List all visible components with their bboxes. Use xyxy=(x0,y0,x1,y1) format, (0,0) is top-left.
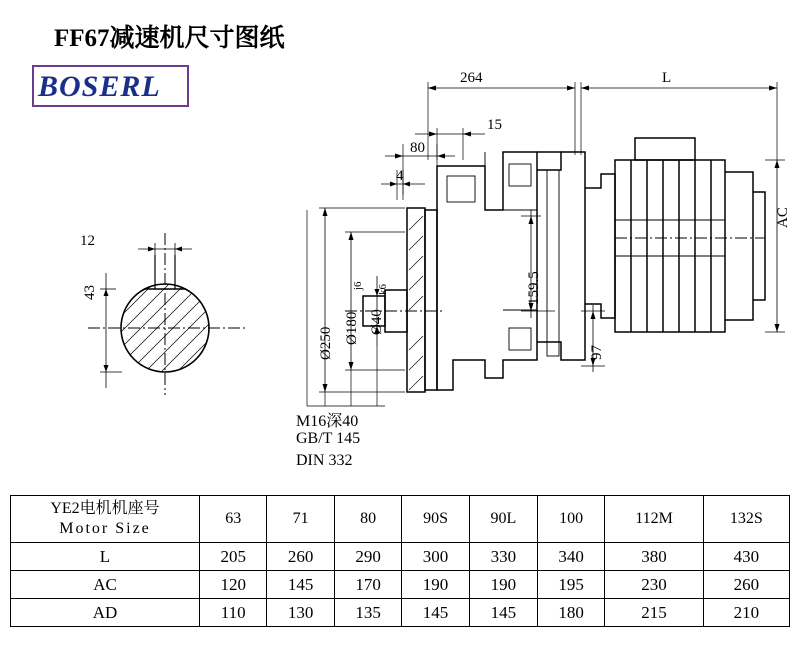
logo-text: BOSERL xyxy=(38,70,161,103)
dim-d40-label: Ø40 xyxy=(369,309,385,335)
row-label-l: L xyxy=(11,543,200,571)
dim-159-5-label: 159.5 xyxy=(526,271,542,305)
cell-l-5: 340 xyxy=(537,543,604,571)
cell-l-3: 300 xyxy=(402,543,469,571)
row-label-ad: AD xyxy=(11,599,200,627)
row-label-ac: AC xyxy=(11,571,200,599)
cell-ad-1: 130 xyxy=(267,599,334,627)
dim-d180-label: Ø180 xyxy=(344,311,360,345)
cell-l-7: 430 xyxy=(703,543,789,571)
cell-ad-4: 145 xyxy=(469,599,537,627)
dim-97-label: 97 xyxy=(589,345,605,360)
table-col-4: 90L xyxy=(469,496,537,543)
cell-ac-0: 120 xyxy=(200,571,267,599)
table-col-1: 71 xyxy=(267,496,334,543)
table-row xyxy=(11,599,790,627)
table-header-label-en: Motor Size xyxy=(59,520,151,537)
cell-ac-7: 260 xyxy=(703,571,789,599)
cell-ac-5: 195 xyxy=(537,571,604,599)
dim-d250-label: Ø250 xyxy=(318,326,334,360)
cell-l-1: 260 xyxy=(267,543,334,571)
cell-ac-6: 230 xyxy=(605,571,703,599)
page-title: FF67减速机尺寸图纸 xyxy=(54,25,285,52)
cell-ac-1: 145 xyxy=(267,571,334,599)
cell-ad-3: 145 xyxy=(402,599,469,627)
table-row xyxy=(11,543,790,571)
cell-ad-6: 215 xyxy=(605,599,703,627)
table-col-2: 80 xyxy=(334,496,401,543)
dim-4-label: 4 xyxy=(396,168,404,184)
dim-12-label: 12 xyxy=(80,233,95,249)
table-header-row xyxy=(11,496,790,543)
motor-size-table xyxy=(10,495,790,627)
table-col-3: 90S xyxy=(402,496,469,543)
cell-l-6: 380 xyxy=(605,543,703,571)
dim-d40-tolerance: k6 xyxy=(377,284,389,295)
cell-ad-2: 135 xyxy=(334,599,401,627)
cell-l-2: 290 xyxy=(334,543,401,571)
dim-15-label: 15 xyxy=(487,117,502,133)
note-gb-standard: GB/T 145 xyxy=(296,430,361,447)
dim-AC-label: AC xyxy=(775,207,791,228)
dim-80-label: 80 xyxy=(410,140,425,156)
table-col-5: 100 xyxy=(537,496,604,543)
table-header-label xyxy=(11,496,200,543)
cell-l-4: 330 xyxy=(469,543,537,571)
cell-ac-3: 190 xyxy=(402,571,469,599)
cell-ad-5: 180 xyxy=(537,599,604,627)
dim-264-label: 264 xyxy=(460,70,483,86)
table-header-label-cn: YE2电机机座号 xyxy=(50,500,160,517)
cell-ac-2: 170 xyxy=(334,571,401,599)
table-col-0: 63 xyxy=(200,496,267,543)
cell-ad-0: 110 xyxy=(200,599,267,627)
main-assembly-view xyxy=(285,60,795,480)
table-col-7: 132S xyxy=(703,496,789,543)
cell-ac-4: 190 xyxy=(469,571,537,599)
dim-43-label: 43 xyxy=(82,285,98,300)
dim-L-label: L xyxy=(662,70,672,86)
note-m16-depth: M16深40 xyxy=(296,413,359,430)
cell-l-0: 205 xyxy=(200,543,267,571)
cell-ad-7: 210 xyxy=(703,599,789,627)
note-din-standard: DIN 332 xyxy=(296,452,353,469)
table-col-6: 112M xyxy=(605,496,703,543)
table-row xyxy=(11,571,790,599)
left-section-view xyxy=(60,225,270,400)
dim-d180-tolerance: j6 xyxy=(352,281,364,290)
